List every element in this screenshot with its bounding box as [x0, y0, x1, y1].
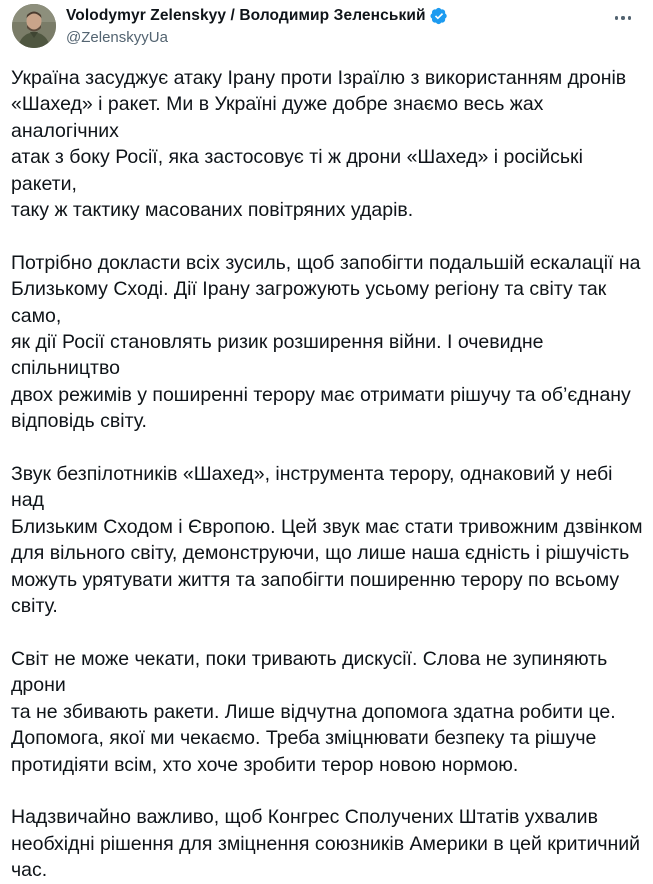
author-names — [66, 6, 601, 48]
author-display-name[interactable]: Volodymyr Zelenskyy / Володимир Зеленський — [66, 7, 426, 24]
post-header — [12, 4, 641, 52]
more-options-icon-dot — [621, 16, 624, 19]
avatar[interactable] — [12, 4, 56, 48]
post-paragraph: Україна засуджує атаку Ірану проти Ізраїлю з використанням дронів «Шахед» і ракет. Ми в Україні дуже добре знаємо весь жах аналогічних атак з боку Росії, яка застосовує ті ж дрони «Шахед» і російські ракети, таку ж тактику масованих повітряних ударів. — [11, 67, 627, 222]
more-options-button[interactable] — [609, 8, 637, 28]
verified-badge-icon[interactable] — [430, 7, 448, 25]
post-paragraph: Надзвичайно важливо, щоб Конгрес Сполучених Штатів ухвалив необхідні рішення для зміцнення союзників Америки в цей критичний час. — [11, 806, 641, 882]
post-paragraph: Звук безпілотників «Шахед», інструмента терору, однаковий у небі над Близьким Сходом і Європою. Цей звук має стати тривожним дзвінком для вільного світу, демонструючи, що лише наша єдність і рішучість можуть урятувати життя та запобігти поширенню терору по всьому світу. — [11, 463, 643, 618]
post-text — [11, 65, 647, 884]
display-name-row — [66, 6, 601, 26]
post-paragraph: Світ не може чекати, поки тривають дискусії. Слова не зупиняють дрони та не збивають ракети. Лише відчутна допомога здатна робити це. Допомога, якої ми чекаємо. Треба зміцнювати безпеку та рішуче протидіяти всім, хто хоче зробити терор новою нормою. — [11, 647, 616, 776]
author-handle[interactable]: @ZelenskyyUa — [66, 29, 168, 46]
more-options-icon — [615, 16, 618, 19]
avatar-image — [12, 4, 56, 48]
post-paragraph: Потрібно докласти всіх зусиль, щоб запобігти подальшій ескалації на Близькому Сході. Дії Ірану загрожують усьому регіону та світу так само, як дії Росії становлять ризик розширення війни. І очевидне спільництво двох режимів у поширенні терору має отримати рішучу та об’єднану відповідь світу. — [11, 251, 641, 433]
more-options-icon-dot — [628, 16, 631, 19]
